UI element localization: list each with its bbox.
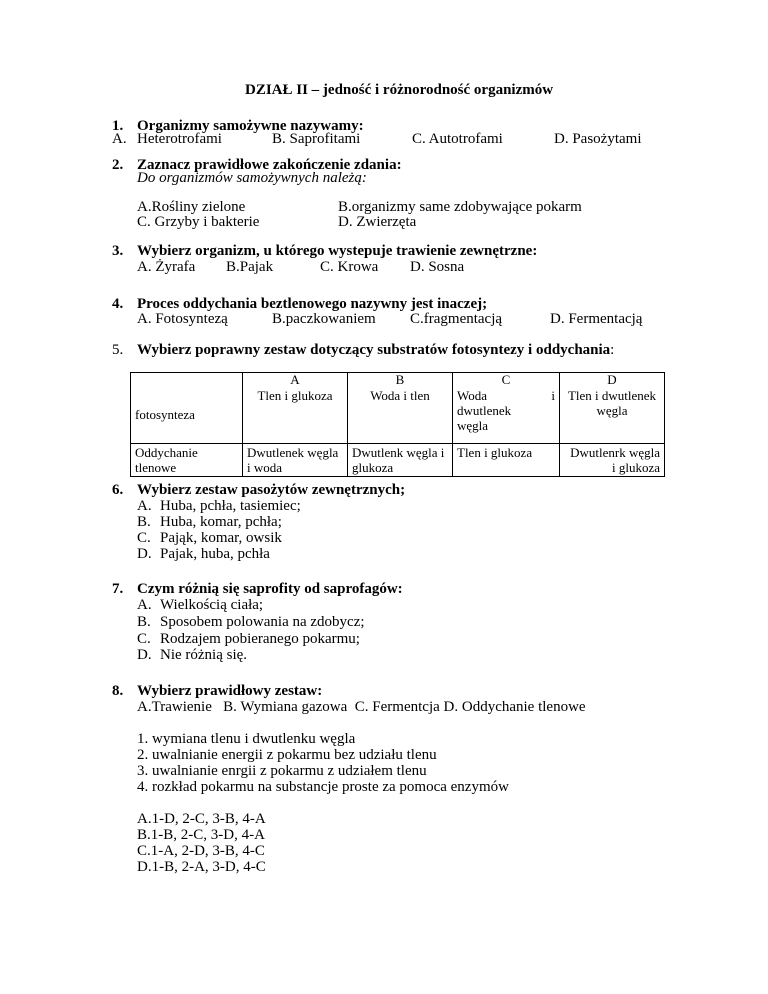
list-item: Nie różnią się. [160, 647, 248, 663]
list-item: 1. wymiana tlenu i dwutlenku węgla [137, 731, 356, 747]
table-header-d: D [560, 373, 665, 388]
question-2-subtext: Do organizmów samożywnych należą: [137, 170, 367, 186]
question-3-number: 3. [112, 243, 124, 259]
question-4-option-d: D. Fermentacją [550, 311, 643, 327]
list-item: 3. uwalnianie enrgii z pokarmu z udziałem tlenu [137, 763, 427, 779]
question-8-text: Wybierz prawidłowy zestaw: [137, 683, 323, 699]
question-4-option-c: C.fragmentacją [410, 311, 503, 327]
list-item-letter: C. [137, 530, 151, 546]
question-8-options: A.Trawienie B. Wymiana gazowa C. Fermentcja D. Oddychanie tlenowe [137, 699, 586, 715]
question-3-option-d: D. Sosna [410, 259, 465, 275]
question-1-option-c: C. Autotrofami [412, 131, 503, 147]
question-6-number: 6. [112, 482, 124, 498]
question-3-option-c: C. Krowa [320, 259, 379, 275]
question-2-number: 2. [112, 157, 124, 173]
question-1-option-a: Heterotrofami [137, 131, 222, 147]
question-5-colon: : [610, 342, 615, 358]
question-1-option-a-letter: A. [112, 131, 127, 147]
list-item: 4. rozkład pokarmu na substancje proste za pomoca enzymów [137, 779, 509, 795]
list-item: Huba, komar, pchła; [160, 514, 282, 530]
table-cell: Tlen i dwutlenek węgla [560, 387, 665, 443]
table-cell-line: i [551, 388, 555, 403]
question-3-option-a: A. Żyrafa [137, 259, 196, 275]
table-cell-label: fotosynteza [131, 387, 243, 443]
question-4-text: Proces oddychania beztlenowego nazywny jest inaczej; [137, 296, 488, 312]
table-header-c: C [453, 373, 560, 388]
table-cell: Woda i tlen [348, 387, 453, 443]
table-cell: Tlen i glukoza [243, 387, 348, 443]
question-1-number: 1. [112, 118, 124, 134]
question-2-option-b: B.organizmy same zdobywające pokarm [338, 199, 582, 215]
question-2-option-a: A.Rośliny zielone [137, 199, 246, 215]
question-1-option-b: B. Saprofitami [272, 131, 361, 147]
list-item: Pajak, huba, pchła [160, 546, 270, 562]
answer-option: A.1-D, 2-C, 3-B, 4-A [137, 811, 266, 827]
question-2-text: Zaznacz prawidłowe zakończenie zdania: [137, 157, 402, 173]
list-item: 2. uwalnianie energii z pokarmu bez udziału tlenu [137, 747, 437, 763]
question-2-option-d: D. Zwierzęta [338, 214, 417, 230]
question-5-number: 5. [112, 342, 124, 358]
page-title: DZIAŁ II – jedność i różnorodność organizmów [245, 82, 554, 98]
list-item: Rodzajem pobieranego pokarmu; [160, 631, 360, 647]
table-cell-label: Oddychanie tlenowe [131, 443, 243, 476]
question-4-option-a: A. Fotosyntezą [137, 311, 228, 327]
list-item: Huba, pchła, tasiemiec; [160, 498, 301, 514]
answer-option: D.1-B, 2-A, 3-D, 4-C [137, 859, 266, 875]
list-item-letter: D. [137, 546, 152, 562]
substrates-table [130, 372, 665, 477]
question-1-text: Organizmy samożywne nazywamy: [137, 118, 364, 134]
table-cell [453, 387, 560, 443]
table-cell-line: dwutlenek [457, 403, 512, 418]
list-item: Wielkością ciała; [160, 597, 264, 613]
question-7-text: Czym różnią się saprofity od saprofagów: [137, 581, 403, 597]
question-5-text: Wybierz poprawny zestaw dotyczący substratów fotosyntezy i oddychania [137, 342, 611, 358]
list-item: Sposobem polowania na zdobycz; [160, 614, 365, 630]
table-row-fotosynteza [131, 387, 665, 443]
question-4-option-b: B.paczkowaniem [272, 311, 376, 327]
table-header-b: B [348, 373, 453, 388]
table-cell: Dwutlenrk węgla i glukoza [560, 443, 665, 476]
list-item-letter: A. [137, 498, 152, 514]
answer-option: B.1-B, 2-C, 3-D, 4-A [137, 827, 265, 843]
question-2-option-c: C. Grzyby i bakterie [137, 214, 260, 230]
table-cell: Dwutlenk węgla i glukoza [348, 443, 453, 476]
question-4-number: 4. [112, 296, 124, 312]
question-8-number: 8. [112, 683, 124, 699]
list-item-letter: B. [137, 614, 151, 630]
list-item-letter: A. [137, 597, 152, 613]
question-1-option-d: D. Pasożytami [554, 131, 642, 147]
list-item-letter: D. [137, 647, 152, 663]
table-cell-line: Woda [457, 388, 487, 403]
question-3-option-b: B.Pajak [226, 259, 274, 275]
table-row-oddychanie [131, 443, 665, 476]
question-7-number: 7. [112, 581, 124, 597]
table-header-a: A [243, 373, 348, 388]
table-cell: Tlen i glukoza [453, 443, 560, 476]
table-cell-line: węgla [457, 418, 489, 433]
table-cell: Dwutlenek węgla i woda [243, 443, 348, 476]
answer-option: C.1-A, 2-D, 3-B, 4-C [137, 843, 265, 859]
list-item: Pająk, komar, owsik [160, 530, 282, 546]
question-3-text: Wybierz organizm, u którego wystepuje trawienie zewnętrzne: [137, 243, 538, 259]
list-item-letter: C. [137, 631, 151, 647]
question-6-text: Wybierz zestaw pasożytów zewnętrznych; [137, 482, 406, 498]
list-item-letter: B. [137, 514, 151, 530]
